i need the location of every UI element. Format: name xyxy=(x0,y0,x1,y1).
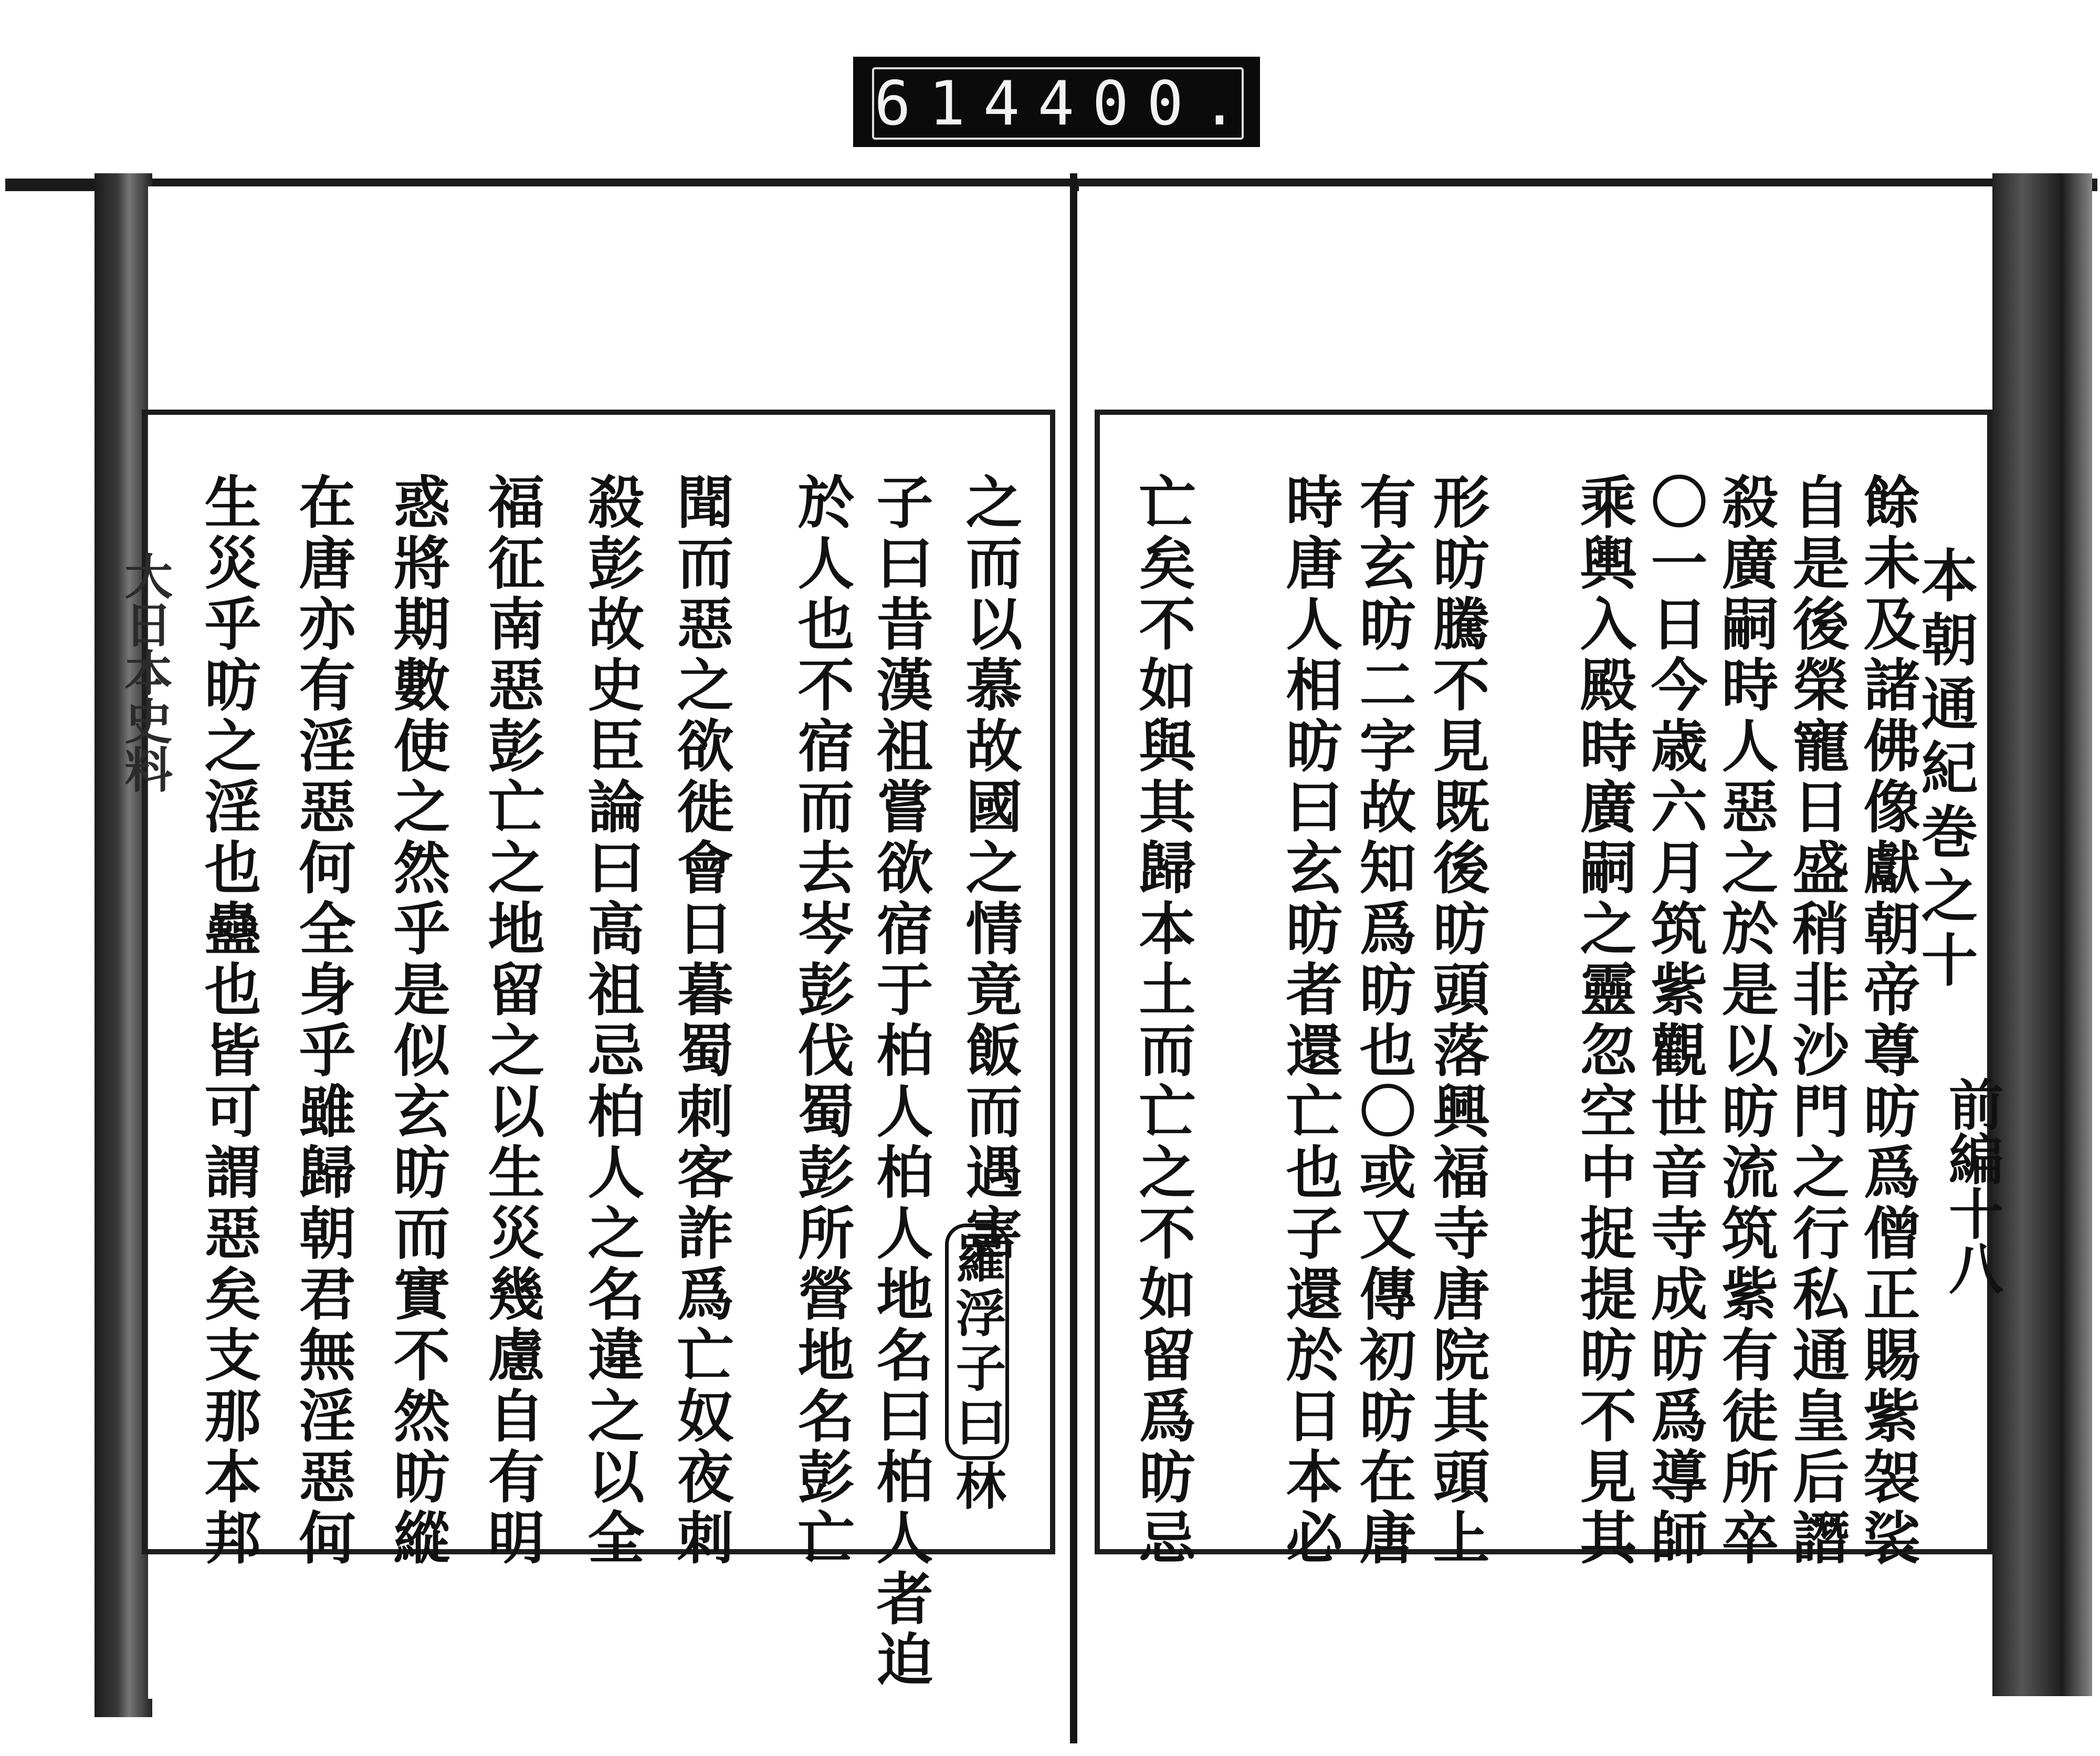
text-column: 福征南惡彭亡之地留之以生災幾慮自有明 xyxy=(478,473,544,1569)
film-reel-number: 614 xyxy=(874,68,1038,139)
inline-label-trailer: 林 xyxy=(948,1460,1007,1514)
inline-commentary-label: 羅浮子曰 xyxy=(945,1224,1009,1460)
film-frame-label xyxy=(853,57,1260,147)
left-edge-bleed-text: 大日本史料 xyxy=(117,551,173,793)
film-frame-number: 400. xyxy=(1037,68,1256,139)
book-gutter xyxy=(1070,173,1077,1743)
right-page-edge xyxy=(1992,173,2092,1696)
text-column: 子曰昔漢祖嘗欲宿于柏人柏人地名曰柏人者迫 xyxy=(867,473,933,1691)
text-column: 時唐人相昉曰玄昉者還亡也子還於日本必 xyxy=(1276,473,1342,1569)
text-column: 有玄昉二字故知爲昉也〇或又傳初昉在唐 xyxy=(1350,473,1416,1569)
text-column: 餘未及諸佛像獻朝帝尊昉爲僧正賜紫袈裟 xyxy=(1854,473,1920,1569)
text-column: 聞而惡之欲徙會日暮蜀刺客詐爲亡奴夜刺 xyxy=(667,473,733,1569)
text-column: 亡矣不如與其歸本土而亡之不如留爲昉忌 xyxy=(1129,473,1195,1569)
text-column: 〇一日今歳六月筑紫觀世音寺成昉爲導師 xyxy=(1641,473,1707,1569)
text-column: 在唐亦有淫惡何全身乎雖歸朝君無淫惡何 xyxy=(289,473,355,1569)
running-section: 前編十八 xyxy=(1939,1076,2004,1295)
running-title: 本朝通紀巻之十 xyxy=(1912,546,1978,995)
text-column: 殺彭故史臣論曰高祖忌柏人之名違之以全 xyxy=(578,473,644,1569)
text-column: 乘輿入殿時廣嗣之靈忽空中捉提昉不見其 xyxy=(1570,473,1636,1569)
text-column: 之而以慕故國之情竟飯而遇害 xyxy=(956,473,1022,1264)
text-column: 生災乎昉之淫也蠱也皆可謂惡矣支那本邦 xyxy=(195,473,261,1569)
text-column: 自是後榮寵日盛稍非沙門之行私通皇后譖 xyxy=(1783,473,1849,1569)
annotation-label xyxy=(945,1224,1009,1528)
text-column: 形昉騰不見既後昉頭落興福寺唐院其頭上 xyxy=(1423,473,1489,1569)
text-column: 惑將期數使之然乎是似玄昉而實不然昉縱 xyxy=(384,473,450,1569)
text-column: 殺廣嗣時人惡之於是以昉流筑紫有徒所卒 xyxy=(1712,473,1778,1569)
text-column: 於人也不宿而去岑彭伐蜀彭所營地名彭亡 xyxy=(788,473,854,1569)
